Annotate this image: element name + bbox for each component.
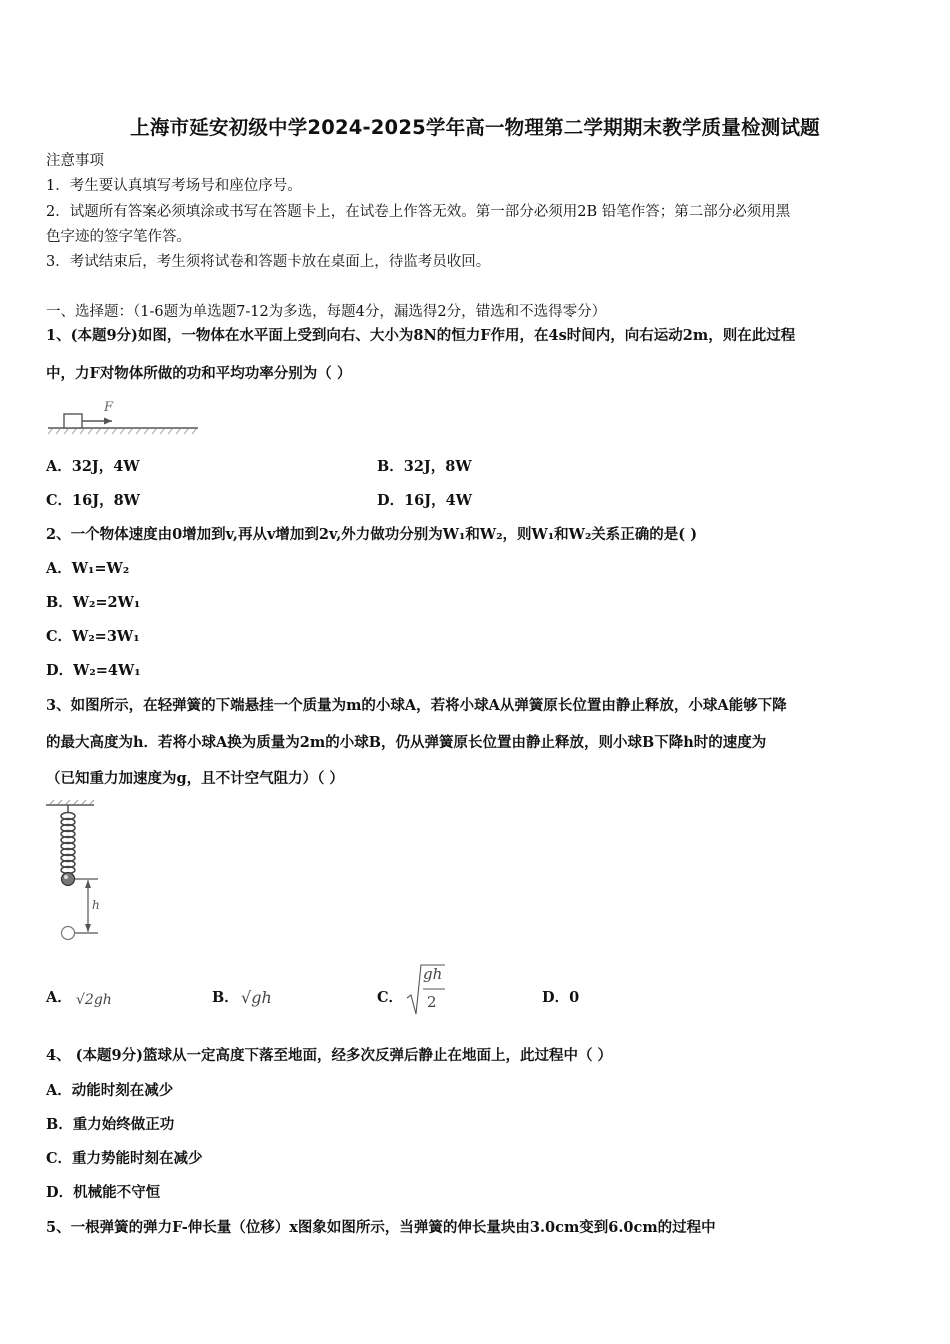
- q1-option-b: B．32J，8W: [377, 458, 472, 475]
- q1-force-diagram: [44, 392, 204, 440]
- q3-stem-line3: （已知重力加速度为g，且不计空气阻力）（ ）: [46, 770, 344, 787]
- section-heading: 一、选择题：（1-6题为单选题7-12为多选，每题4分，漏选得2分，错选和不选得零分）: [46, 304, 607, 320]
- notice-item: 色字迹的签字笔作答。: [46, 229, 191, 245]
- q3-stem-line1: 3、如图所示，在轻弹簧的下端悬挂一个质量为m的小球A，若将小球A从弹簧原长位置由静止释放，小球A能够下降: [46, 697, 787, 714]
- page-title: 上海市延安初级中学2024-2025学年高一物理第二学期期末教学质量检测试题: [130, 116, 820, 139]
- q1-option-a: A．32J，4W: [46, 458, 140, 475]
- q3-option-c-denominator: 2: [427, 993, 437, 1011]
- q3-spring-diagram: [42, 800, 112, 945]
- q4-option-b: B．重力始终做正功: [46, 1116, 175, 1133]
- q3-height-label: h: [92, 898, 100, 912]
- notice-item: 2．试题所有答案必须填涂或书写在答题卡上，在试卷上作答无效。第一部分必须用2B 铅笔作答；第二部分必须用黑: [46, 204, 791, 220]
- q2-option-b: B．W₂=2W₁: [46, 594, 141, 611]
- q1-stem-line2: 中，力F对物体所做的功和平均功率分别为（ ）: [46, 365, 352, 382]
- q3-option-b-label: B．: [212, 989, 239, 1006]
- q3-stem-line2: 的最大高度为h．若将小球A换为质量为2m的小球B，仍从弹簧原长位置由静止释放，则小球B下降h时的速度为: [46, 734, 767, 751]
- q3-option-a-math: √2gh: [76, 992, 112, 1008]
- q4-option-a: A．动能时刻在减少: [46, 1082, 174, 1099]
- q4-stem: 4、 (本题9分)篮球从一定高度下落至地面，经多次反弹后静止在地面上，此过程中（ ）: [46, 1047, 612, 1064]
- notice-heading: 注意事项: [46, 153, 104, 169]
- q3-option-c-numerator: gh: [423, 965, 443, 983]
- q3-option-a-label: A．: [46, 989, 72, 1006]
- q2-option-a: A．W₁=W₂: [46, 560, 130, 577]
- q1-stem-line1: 1、(本题9分)如图，一物体在水平面上受到向右、大小为8N的恒力F作用，在4s时间内，向右运动2m，则在此过程: [46, 327, 796, 344]
- q4-option-d: D．机械能不守恒: [46, 1184, 161, 1201]
- q1-option-c: C．16J，8W: [46, 492, 140, 509]
- q3-option-c-label: C．: [377, 989, 404, 1006]
- q5-stem: 5、一根弹簧的弹力F-伸长量（位移）x图象如图所示，当弹簧的伸长量块由3.0cm变到6.0cm的过程中: [46, 1219, 716, 1236]
- q2-option-d: D．W₂=4W₁: [46, 662, 141, 679]
- q1-force-label: F: [104, 400, 114, 415]
- q3-option-b-math: √gh: [241, 988, 272, 1007]
- notice-item: 3．考试结束后，考生须将试卷和答题卡放在桌面上，待监考员收回。: [46, 254, 491, 270]
- q3-option-d: D．0: [542, 989, 580, 1006]
- q1-option-d: D．16J，4W: [377, 492, 472, 509]
- q2-option-c: C．W₂=3W₁: [46, 628, 140, 645]
- q4-option-c: C．重力势能时刻在减少: [46, 1150, 203, 1167]
- notice-item: 1．考生要认真填写考场号和座位序号。: [46, 178, 302, 194]
- q2-stem: 2、一个物体速度由0增加到v,再从v增加到2v,外力做功分别为W₁和W₂，则W₁和W₂关系正确的是( ): [46, 526, 698, 543]
